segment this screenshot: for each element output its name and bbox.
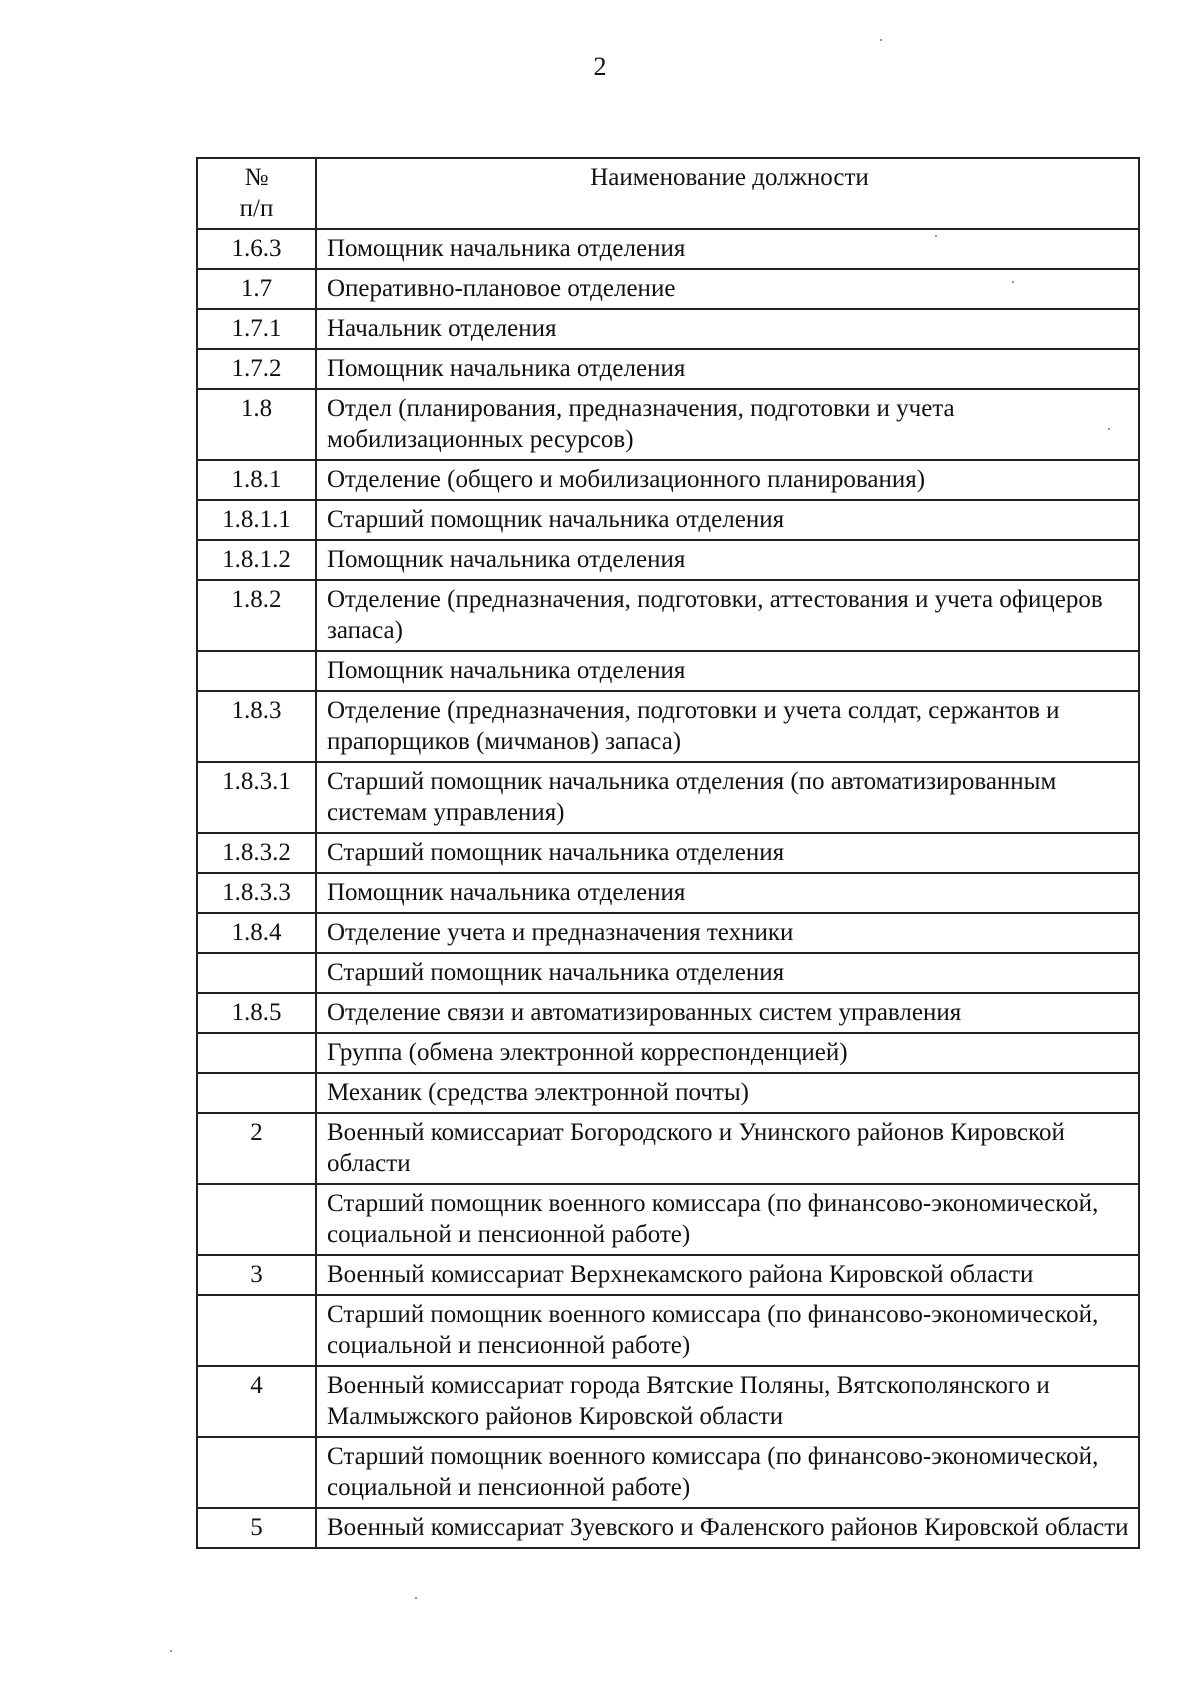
position-name: Отдел (планирования, предназначения, подготовки и учета мобилизационных ресурсов) bbox=[316, 389, 1139, 460]
position-name: Старший помощник начальника отделения bbox=[316, 953, 1139, 993]
row-number: 1.7.2 bbox=[197, 349, 316, 389]
row-number bbox=[197, 953, 316, 993]
row-number: 1.8.3.1 bbox=[197, 762, 316, 833]
row-number: 1.8.4 bbox=[197, 913, 316, 953]
row-number: 1.8.1.1 bbox=[197, 500, 316, 540]
position-name: Старший помощник военного комиссара (по финансово-экономической, социальной и пенсионной работе) bbox=[316, 1295, 1139, 1366]
position-name: Помощник начальника отделения bbox=[316, 349, 1139, 389]
position-name: Начальник отделения bbox=[316, 309, 1139, 349]
table-row bbox=[197, 229, 1139, 269]
row-number: 5 bbox=[197, 1508, 316, 1548]
row-number bbox=[197, 651, 316, 691]
table-row bbox=[197, 1113, 1139, 1184]
table-row bbox=[197, 1366, 1139, 1437]
table-row bbox=[197, 691, 1139, 762]
row-number: 1.8.2 bbox=[197, 580, 316, 651]
table-row bbox=[197, 500, 1139, 540]
table-row bbox=[197, 1033, 1139, 1073]
position-name: Старший помощник военного комиссара (по финансово-экономической, социальной и пенсионной работе) bbox=[316, 1184, 1139, 1255]
column-header-position-name: Наименование должности bbox=[316, 158, 1139, 229]
page-number: 2 bbox=[593, 52, 607, 81]
table-row bbox=[197, 1184, 1139, 1255]
row-number bbox=[197, 1437, 316, 1508]
position-name: Военный комиссариат города Вятские Поляны, Вятскополянского и Малмыжского районов Кировской области bbox=[316, 1366, 1139, 1437]
position-name: Военный комиссариат Верхнекамского района Кировской области bbox=[316, 1255, 1139, 1295]
scan-speck bbox=[935, 235, 937, 237]
scan-speck bbox=[880, 39, 882, 41]
scan-speck bbox=[1012, 281, 1014, 283]
position-name: Отделение связи и автоматизированных систем управления bbox=[316, 993, 1139, 1033]
row-number: 1.8.3.2 bbox=[197, 833, 316, 873]
column-header-number-abbrev: п/п bbox=[239, 195, 274, 222]
position-name: Старший помощник начальника отделения (по автоматизированным системам управления) bbox=[316, 762, 1139, 833]
position-name: Группа (обмена электронной корреспонденцией) bbox=[316, 1033, 1139, 1073]
table-row bbox=[197, 873, 1139, 913]
scan-speck bbox=[1108, 428, 1110, 430]
table-row bbox=[197, 762, 1139, 833]
row-number: 1.8.1.2 bbox=[197, 540, 316, 580]
row-number: 1.8.3 bbox=[197, 691, 316, 762]
scan-speck bbox=[415, 1597, 417, 1599]
row-number: 3 bbox=[197, 1255, 316, 1295]
column-header-number bbox=[197, 158, 316, 229]
table-row bbox=[197, 953, 1139, 993]
table-row bbox=[197, 1255, 1139, 1295]
row-number: 1.8 bbox=[197, 389, 316, 460]
table-row bbox=[197, 349, 1139, 389]
row-number: 1.8.5 bbox=[197, 993, 316, 1033]
table-row bbox=[197, 1437, 1139, 1508]
position-name: Старший помощник начальника отделения bbox=[316, 833, 1139, 873]
position-name: Помощник начальника отделения bbox=[316, 651, 1139, 691]
row-number: 1.7.1 bbox=[197, 309, 316, 349]
table-row bbox=[197, 1508, 1139, 1548]
position-name: Старший помощник начальника отделения bbox=[316, 500, 1139, 540]
position-name: Отделение (предназначения, подготовки, аттестования и учета офицеров запаса) bbox=[316, 580, 1139, 651]
table-row bbox=[197, 993, 1139, 1033]
table-header-row bbox=[197, 158, 1139, 229]
row-number: 1.8.1 bbox=[197, 460, 316, 500]
row-number: 1.8.3.3 bbox=[197, 873, 316, 913]
table-row bbox=[197, 540, 1139, 580]
position-name: Отделение учета и предназначения техники bbox=[316, 913, 1139, 953]
table-body bbox=[197, 229, 1139, 1548]
table-row bbox=[197, 309, 1139, 349]
table-row bbox=[197, 269, 1139, 309]
column-header-number-sign: № bbox=[244, 164, 269, 191]
position-name: Оперативно-плановое отделение bbox=[316, 269, 1139, 309]
row-number bbox=[197, 1295, 316, 1366]
position-name: Военный комиссариат Зуевского и Фаленского районов Кировской области bbox=[316, 1508, 1139, 1548]
position-name: Отделение (общего и мобилизационного планирования) bbox=[316, 460, 1139, 500]
position-name: Отделение (предназначения, подготовки и учета солдат, сержантов и прапорщиков (мичманов) запаса) bbox=[316, 691, 1139, 762]
table-row bbox=[197, 833, 1139, 873]
row-number bbox=[197, 1073, 316, 1113]
row-number: 1.7 bbox=[197, 269, 316, 309]
row-number: 1.6.3 bbox=[197, 229, 316, 269]
table-row bbox=[197, 913, 1139, 953]
position-name: Помощник начальника отделения bbox=[316, 873, 1139, 913]
position-name: Механик (средства электронной почты) bbox=[316, 1073, 1139, 1113]
positions-table bbox=[196, 157, 1140, 1549]
row-number bbox=[197, 1184, 316, 1255]
position-name: Помощник начальника отделения bbox=[316, 229, 1139, 269]
row-number: 4 bbox=[197, 1366, 316, 1437]
table-row bbox=[197, 580, 1139, 651]
table-row bbox=[197, 1073, 1139, 1113]
row-number: 2 bbox=[197, 1113, 316, 1184]
position-name: Помощник начальника отделения bbox=[316, 540, 1139, 580]
position-name: Военный комиссариат Богородского и Унинского районов Кировской области bbox=[316, 1113, 1139, 1184]
row-number bbox=[197, 1033, 316, 1073]
table-row bbox=[197, 1295, 1139, 1366]
table-row bbox=[197, 389, 1139, 460]
table-row bbox=[197, 651, 1139, 691]
table-row bbox=[197, 460, 1139, 500]
scan-speck bbox=[170, 1650, 172, 1652]
position-name: Старший помощник военного комиссара (по финансово-экономической, социальной и пенсионной работе) bbox=[316, 1437, 1139, 1508]
